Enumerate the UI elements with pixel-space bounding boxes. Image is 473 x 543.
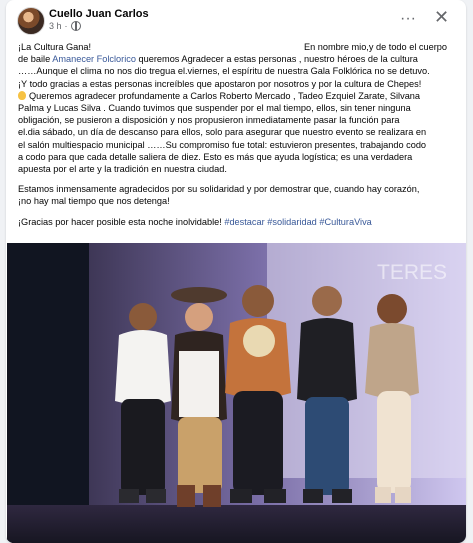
photo-scene	[7, 243, 466, 543]
post-time[interactable]: 3 h	[49, 21, 62, 31]
hashtag-culturaviva[interactable]: #CulturaViva	[319, 216, 372, 227]
line-5-text: Queremos agradecer profundamente a Carlos Roberto Mercado , Tadeo Ezquiel Zarate, Silvana	[29, 90, 421, 101]
stage-floor	[7, 505, 466, 543]
group-link[interactable]: Amanecer Folclorico	[52, 54, 136, 65]
separator: ·	[64, 21, 68, 31]
line-8: el.dia sábado, un día de descanso para ellos, solo para asegurar que nuestro evento se realizara en	[18, 127, 427, 138]
line-9: el salón multiespacio municipal ……Su compromiso fue total: estuvieron presentes, trabajando codo	[18, 139, 427, 150]
hashtag-destacar[interactable]: #destacar	[224, 216, 265, 227]
lightbulb-icon	[18, 91, 26, 100]
close-button[interactable]: ✕	[434, 7, 450, 27]
line-2-prefix: de baile	[18, 54, 53, 65]
post-meta	[49, 21, 81, 31]
line-7: obligación, se pusieron a disposición y nos propusieron inmediatamente pasar la función para	[18, 115, 400, 126]
globe-icon	[71, 21, 81, 31]
more-options-button[interactable]: ···	[400, 10, 416, 27]
post-header	[6, 0, 466, 40]
line-2	[18, 53, 461, 65]
avatar[interactable]	[17, 7, 45, 35]
line-12: Estamos inmensamente agradecidos por su solidaridad y por demostrar que, cuando hay corazón,	[18, 184, 420, 195]
line-14-text: ¡Gracias por hacer posible esta noche inolvidable!	[18, 216, 225, 227]
line-4: ¡Y todo gracias a estas personas increíbles que apostaron por nosotros y por la cultura de Chepes!	[18, 78, 422, 89]
line-1-left: ¡La Cultura Gana!	[18, 42, 92, 52]
post-text	[18, 41, 461, 228]
hashtag-solidaridad[interactable]: #solidaridad	[267, 216, 317, 227]
line-5	[18, 90, 461, 102]
line-3: ……Aunque el clima no nos dio tregua el.viernes, el espíritu de nuestra Gala Folklórica no se detuvo.	[18, 66, 430, 77]
line-11: apuesta por el arte y la tradición en nuestra ciudad.	[18, 164, 227, 175]
line-13: ¡no hay mal tiempo que nos detenga!	[18, 196, 170, 207]
post-photo[interactable]	[7, 243, 466, 543]
line-1-right: En nombre mio,y de todo el cuerpo	[304, 42, 447, 52]
author-name[interactable]: Cuello Juan Carlos	[49, 8, 149, 20]
line-1	[18, 41, 461, 53]
line-14	[18, 216, 461, 228]
line-10: a codo para que cada detalle saliera de diez. Esto es más que ayuda logística; es una verdadera	[18, 151, 413, 162]
backdrop-text: TERES	[377, 261, 448, 284]
stage-curtain	[7, 243, 89, 543]
post-card	[6, 0, 466, 543]
line-2-suffix: queremos Agradecer a estas personas , nuestro héroes de la cultura	[135, 54, 418, 65]
line-6: Palma y Lucas Silva . Cuando tuvimos que suspender por el mal tiempo, ellos, sin tener ninguna	[18, 103, 411, 114]
